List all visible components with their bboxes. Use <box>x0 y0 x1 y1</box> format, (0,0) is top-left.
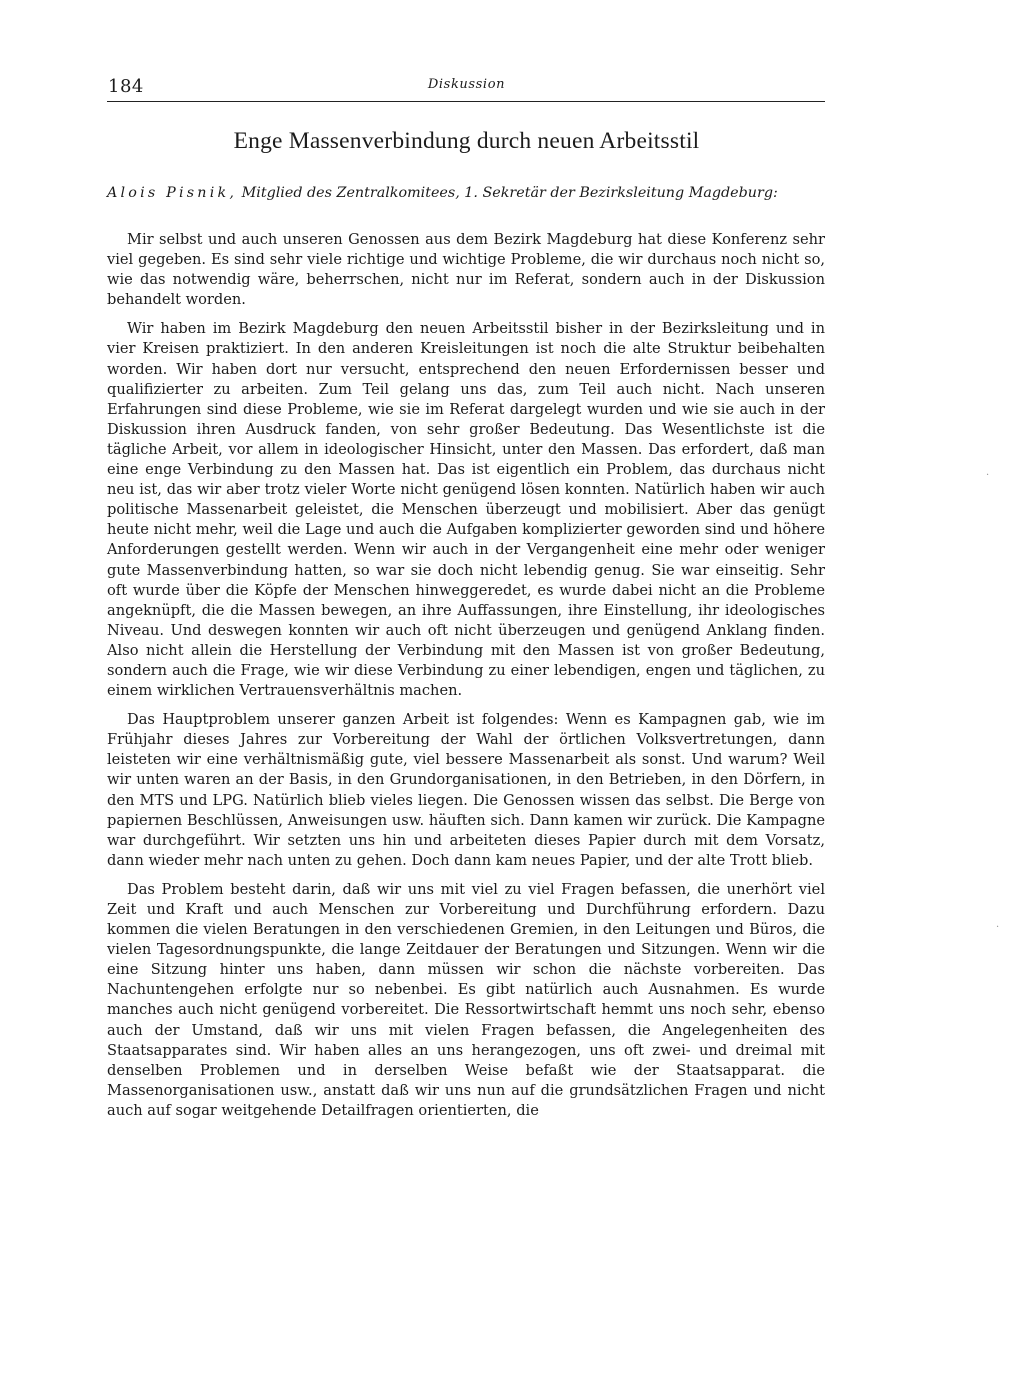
speaker-role: Mitglied des Zentralkomitees, 1. Sekretär der Bezirksleitung Magdeburg: <box>237 185 778 201</box>
scan-speck: · <box>986 470 990 481</box>
paragraph: Das Problem besteht darin, daß wir uns mit viel zu viel Fragen befassen, die unerhört viel Zeit und Kraft und auch Menschen zur Vorbereitung und Durchführung erfordern. Dazu kommen die vielen Beratungen in den verschiedenen Gremien, in den Leitungen und Büros, die vielen Tagesordnungspunkte, die lange Zeitdauer der Beratungen und Sitzungen. Wenn wir die eine Sitzung hinter uns haben, dann müssen wir schon die nächste vorbereiten. Das Nachuntengehen erfolgte nur so nebenbei. Es gibt natürlich auch Ausnahmen. Es wurde manches auch nicht genügend vorbereitet. Die Ressortwirtschaft hemmt uns noch sehr, ebenso auch der Umstand, daß wir uns mit vielen Fragen befassen, die Angelegenheiten des Staatsapparates sind. Wir haben alles an uns herangezogen, uns oft zwei- und dreimal mit denselben Problemen und in derselben Weise befaßt wie der Staatsapparat. die Massenorganisationen usw., anstatt daß wir uns nun auf die grundsätzlichen Fragen und nicht auch auf sogar weitgehende Detailfragen orientierten, die <box>107 880 825 1119</box>
paragraph: Wir haben im Bezirk Magdeburg den neuen Arbeitsstil bisher in der Bezirksleitung und in vier Kreisen praktiziert. In den anderen Kreisleitungen ist noch die alte Struktur beibehalten worden. Wir haben dort nur versucht, entsprechend den neuen Erfordernissen besser und qualifizierter zu arbeiten. Zum Teil gelang uns das, zum Teil auch nicht. Nach unseren Erfahrungen sind diese Probleme, wie sie im Referat dargelegt wurden und wie sie auch in der Diskussion ihren Ausdruck fanden, von sehr großer Bedeutung. Das Wesentlichste ist die tägliche Arbeit, vor allem in ideologischer Hinsicht, unter den Massen. Das erfordert, daß man eine enge Verbindung zu den Massen hat. Das ist eigentlich ein Problem, das durchaus nicht neu ist, das wir aber trotz vieler Worte nicht genügend lösen konnten. Natürlich haben wir auch politische Massenarbeit geleistet, die Menschen überzeugt und mobilisiert. Aber das genügt heute nicht mehr, weil die Lage und auch die Aufgaben komplizierter geworden sind und höhere Anforderungen gestellt werden. Wenn wir auch in der Vergangenheit eine mehr oder weniger gute Massenverbindung hatten, so war sie doch nicht lebendig genug. Sie war einseitig. Sehr oft wurde über die Köpfe der Menschen hinweggeredet, es wurde dabei nicht an die Probleme angeknüpft, die die Massen bewegen, an ihre Auffassungen, ihre Einstellung, ihr ideologisches Niveau. Und deswegen konnten wir auch oft nicht überzeugen und genügend Anklang finden. Also nicht allein die Herstellung der Verbindung mit den Massen ist von großer Bedeutung, sondern auch die Frage, wie wir diese Verbindung zu einer lebendigen, engen und täglichen, zu einem wirklichen Vertrauensverhältnis machen. <box>107 320 825 700</box>
content-column <box>107 0 826 1380</box>
scan-speck: · <box>996 922 1000 933</box>
section-label: Diskussion <box>427 77 506 92</box>
paragraph: Das Hauptproblem unserer ganzen Arbeit ist folgendes: Wenn es Kampagnen gab, wie im Frühjahr dieses Jahres zur Vorbereitung der Wahl der örtlichen Volksvertretungen, dann leisteten wir eine verhältnismäßig gute, viel bessere Massenarbeit als sonst. Und warum? Weil wir unten waren an der Basis, in den Grundorganisationen, in den Betrieben, in den Dörfern, in den MTS und LPG. Natürlich blieb vieles liegen. Die Genossen wissen das selbst. Die Berge von papiernen Beschlüssen, Anweisungen usw. häuften sich. Dann kamen wir zurück. Die Kampagne war durchgeführt. Wir setzten uns hin und arbeiteten dieses Papier durch mit dem Vorsatz, dann wieder mehr nach unten zu gehen. Doch dann kam neues Papier, und der alte Trott blieb. <box>107 711 825 869</box>
byline <box>107 183 825 204</box>
paragraph: Mir selbst und auch unseren Genossen aus dem Bezirk Magdeburg hat diese Konferenz sehr viel gegeben. Es sind sehr viele richtige und wichtige Probleme, die wir durchaus noch nicht so, wie das notwendig wäre, beherrschen, nicht nur im Referat, sondern auch in der Diskussion behandelt worden. <box>107 231 825 309</box>
speaker-name: Alois Pisnik, <box>107 185 238 201</box>
page-number: 184 <box>108 76 144 97</box>
article-title: Enge Massenverbindung durch neuen Arbeitsstil <box>233 128 700 154</box>
body-text <box>107 230 825 1130</box>
